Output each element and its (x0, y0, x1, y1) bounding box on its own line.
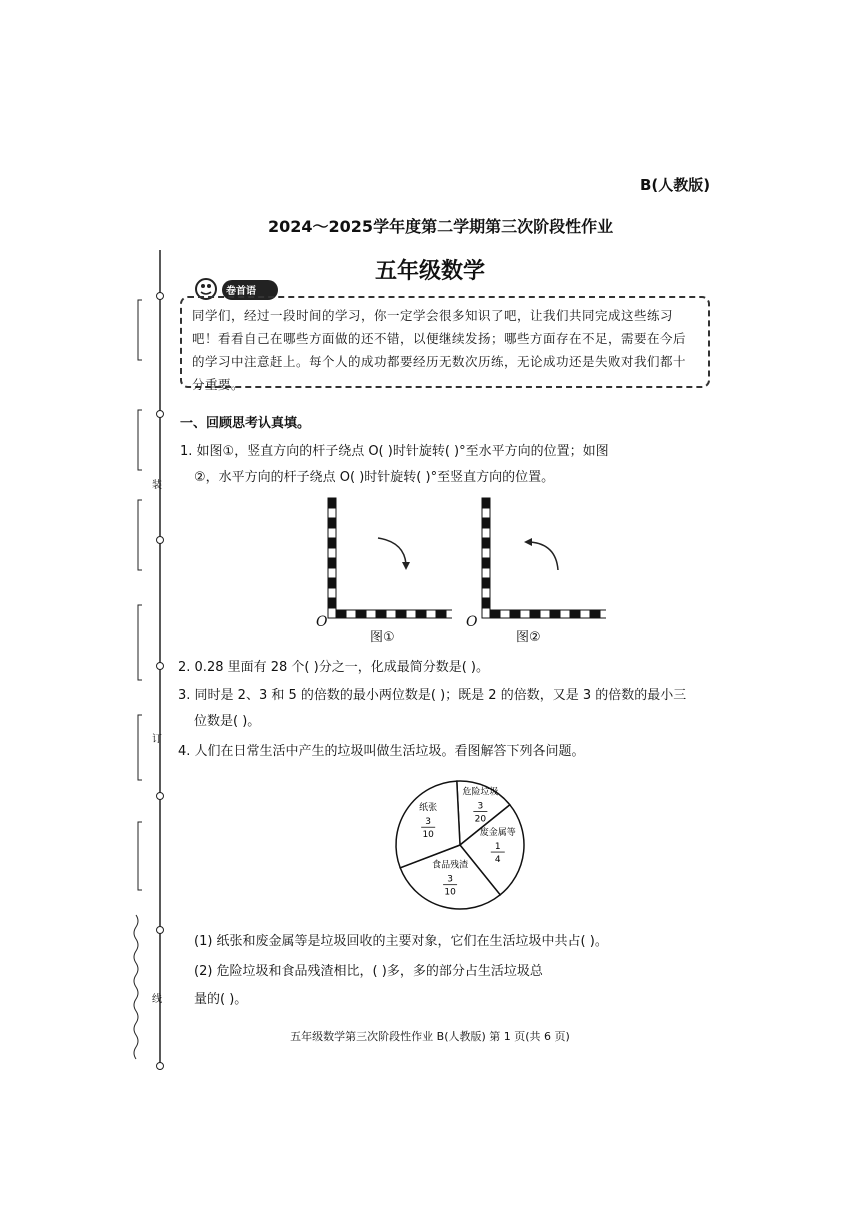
garbage-pie-chart (390, 775, 530, 915)
question-4-1: (1) 纸张和废金属等是垃圾回收的主要对象，它们在生活垃圾中共占( )。 (194, 934, 608, 949)
pie-slice-label-2: 食品残渣 (432, 860, 469, 871)
figure-1-origin-label: O (316, 614, 328, 630)
figure-1-caption: 图① (370, 630, 395, 645)
margin-label-xian: 线 (152, 994, 162, 1005)
term-title: 2024～2025学年度第二学期第三次阶段性作业 (268, 217, 614, 236)
margin-label-zhuang: 装 (152, 480, 162, 491)
pie-slice-label-1: 废金属等 (479, 828, 516, 839)
question-1-line2: ②，水平方向的杆子绕点 O( )时针旋转( )°至竖直方向的位置。 (194, 470, 555, 485)
subject-title: 五年级数学 (374, 259, 485, 284)
question-4: 4. 人们在日常生活中产生的垃圾叫做生活垃圾。看图解答下列各问题。 (178, 744, 585, 759)
figure-2-caption: 图② (516, 630, 541, 645)
pie-slice-numerator-0: 3 (477, 801, 484, 812)
question-4-2-line1: (2) 危险垃圾和食品残渣相比，( )多，多的部分占生活垃圾总 (194, 964, 543, 979)
intro-text: 同学们，经过一段时间的学习，你一定学会很多知识了吧，让我们共同完成这些练习吧！看看自己在哪些方面做的还不错，以便继续发扬；哪些方面存在不足，需要在今后的学习中注意赶上。每个人的成功都要经历无数次历练，无论成功还是失败对我们都十分重要。 (192, 308, 687, 392)
pie-slice-denominator-0: 20 (474, 814, 487, 825)
pie-slice-label-3: 纸张 (419, 803, 438, 814)
question-1-line1: 1. 如图①，竖直方向的杆子绕点 O( )时针旋转( )°至水平方向的位置；如图 (180, 444, 609, 459)
pie-slice-denominator-1: 4 (494, 855, 501, 866)
figure-2-rods (476, 490, 606, 620)
intro-badge-label: 卷首语 (226, 286, 256, 297)
pie-slice-label-0: 危险垃圾 (462, 787, 499, 798)
question-4-2-line2: 量的( )。 (194, 992, 248, 1007)
section-title: 一、回顾思考认真填。 (180, 416, 311, 431)
question-3-line2: 位数是( )。 (194, 714, 261, 729)
figure-1-rods (322, 490, 452, 620)
pie-slice-denominator-2: 10 (444, 887, 456, 898)
figure-2-origin-label: O (466, 614, 478, 630)
question-2: 2. 0.28 里面有 28 个( )分之一，化成最简分数是( )。 (178, 660, 489, 675)
pie-slice-numerator-1: 1 (494, 842, 501, 853)
margin-label-ding: 订 (152, 734, 162, 745)
question-3-line1: 3. 同时是 2、3 和 5 的倍数的最小两位数是( )；既是 2 的倍数，又是 3 的倍数的最小三 (178, 688, 687, 703)
intro-box (180, 296, 710, 392)
pie-slice-denominator-3: 10 (422, 830, 434, 841)
page-footer: 五年级数学第三次阶段性作业 B(人教版) 第 1 页(共 6 页) (290, 1030, 570, 1043)
pie-slice-numerator-3: 3 (425, 817, 432, 828)
edition-label: B(人教版) (640, 176, 711, 194)
pie-slice-numerator-2: 3 (447, 874, 453, 885)
